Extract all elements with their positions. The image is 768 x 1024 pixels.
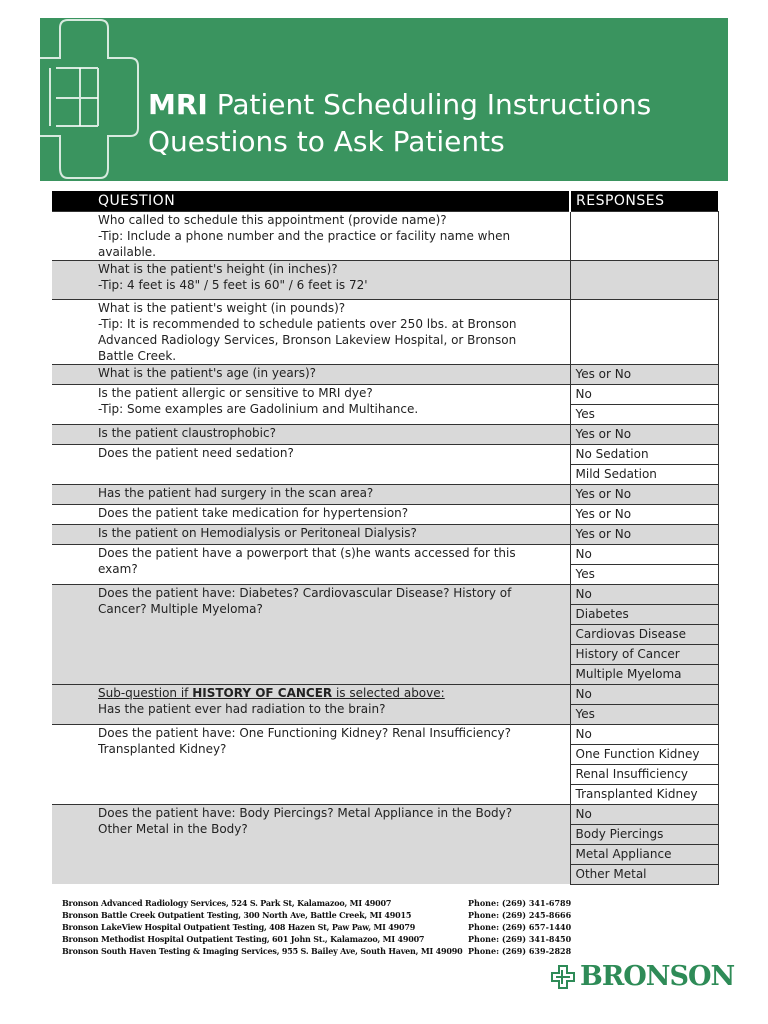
response-option[interactable]: Yes or No xyxy=(570,424,718,444)
response-input-cell[interactable] xyxy=(570,299,718,364)
question-cell xyxy=(52,484,570,504)
question-text: Does the patient have: One Functioning Kidney? Renal Insufficiency? xyxy=(98,725,511,740)
question-text: Has the patient ever had radiation to the brain? xyxy=(98,701,386,716)
table-row xyxy=(52,364,718,384)
location-row xyxy=(62,933,582,945)
response-option[interactable]: Yes xyxy=(570,704,718,724)
location-phone: Phone: (269) 341-6789 xyxy=(468,898,572,908)
location-address: Bronson Methodist Hospital Outpatient Testing, 601 John St., Kalamazoo, MI 49007 xyxy=(62,934,425,944)
question-tip: -Tip: 4 feet is 48" / 5 feet is 60" / 6 feet is 72' xyxy=(98,277,368,292)
table-row xyxy=(52,524,718,544)
table-row xyxy=(52,299,718,364)
question-text: Does the patient take medication for hypertension? xyxy=(98,505,409,520)
page-title xyxy=(148,86,651,160)
question-cell xyxy=(52,364,570,384)
question-tip: Battle Creek. xyxy=(98,348,177,363)
sub-question-suffix: is selected above: xyxy=(332,685,445,700)
table-row xyxy=(52,444,718,464)
question-text: Has the patient had surgery in the scan area? xyxy=(98,485,374,500)
bronson-wordmark: BRONSON xyxy=(580,961,735,992)
question-cell xyxy=(52,804,570,884)
location-row xyxy=(62,945,582,957)
location-row xyxy=(62,921,582,933)
table-row xyxy=(52,211,718,260)
question-text: Does the patient have: Diabetes? Cardiovascular Disease? History of xyxy=(98,585,512,600)
response-option[interactable]: Cardiovas Disease xyxy=(570,624,718,644)
question-tip: -Tip: Some examples are Gadolinium and Multihance. xyxy=(98,401,419,416)
response-option[interactable]: Multiple Myeloma xyxy=(570,664,718,684)
question-text: Other Metal in the Body? xyxy=(98,821,248,836)
response-option[interactable]: Diabetes xyxy=(570,604,718,624)
location-address: Bronson Battle Creek Outpatient Testing, 300 North Ave, Battle Creek, MI 49015 xyxy=(62,910,412,920)
table-row xyxy=(52,724,718,744)
question-text: Transplanted Kidney? xyxy=(98,741,227,756)
location-row xyxy=(62,897,582,909)
question-cell xyxy=(52,684,570,724)
location-address: Bronson Advanced Radiology Services, 524 S. Park St, Kalamazoo, MI 49007 xyxy=(62,898,392,908)
question-cell xyxy=(52,384,570,424)
response-input-cell[interactable] xyxy=(570,211,718,260)
response-option[interactable]: Transplanted Kidney xyxy=(570,784,718,804)
questions-table xyxy=(52,191,719,885)
response-option[interactable]: Mild Sedation xyxy=(570,464,718,484)
sub-question-bold: HISTORY OF CANCER xyxy=(192,685,333,700)
response-option[interactable]: No xyxy=(570,684,718,704)
location-row xyxy=(62,909,582,921)
question-text: Does the patient have a powerport that (s)he wants accessed for this xyxy=(98,545,516,560)
response-option[interactable]: No xyxy=(570,544,718,564)
question-cell xyxy=(52,444,570,484)
response-option[interactable]: No xyxy=(570,724,718,744)
sub-question-label xyxy=(98,685,564,701)
bronson-cross-icon xyxy=(550,964,576,990)
response-option[interactable]: No xyxy=(570,804,718,824)
response-option[interactable]: One Function Kidney xyxy=(570,744,718,764)
responses-column-header: RESPONSES xyxy=(570,191,718,211)
question-tip: Advanced Radiology Services, Bronson Lakeview Hospital, or Bronson xyxy=(98,332,517,347)
location-address: Bronson South Haven Testing & Imaging Services, 955 S. Bailey Ave, South Haven, MI 49090 xyxy=(62,946,463,956)
table-row xyxy=(52,804,718,824)
title-banner xyxy=(40,18,728,181)
bronson-logo xyxy=(550,961,734,992)
question-cell xyxy=(52,211,570,260)
table-row xyxy=(52,424,718,444)
question-text: Does the patient have: Body Piercings? Metal Appliance in the Body? xyxy=(98,805,513,820)
response-option[interactable]: Yes xyxy=(570,564,718,584)
response-option[interactable]: Yes or No xyxy=(570,364,718,384)
response-option[interactable]: No Sedation xyxy=(570,444,718,464)
question-cell xyxy=(52,584,570,684)
response-option[interactable]: Renal Insufficiency xyxy=(570,764,718,784)
response-option[interactable]: History of Cancer xyxy=(570,644,718,664)
question-column-header: QUESTION xyxy=(52,191,570,211)
table-header-row xyxy=(52,191,718,211)
question-text: What is the patient's weight (in pounds)? xyxy=(98,300,346,315)
table-row xyxy=(52,260,718,299)
question-cell xyxy=(52,524,570,544)
table-row xyxy=(52,504,718,524)
question-cell xyxy=(52,260,570,299)
response-option[interactable]: Body Piercings xyxy=(570,824,718,844)
table-row xyxy=(52,384,718,404)
title-bold: MRI xyxy=(148,88,208,121)
question-text: What is the patient's height (in inches)? xyxy=(98,261,338,276)
location-phone: Phone: (269) 245-8666 xyxy=(468,910,572,920)
bronson-cross-watermark-icon xyxy=(40,18,150,181)
location-phone: Phone: (269) 639-2828 xyxy=(468,946,572,956)
question-text: Cancer? Multiple Myeloma? xyxy=(98,601,263,616)
response-input-cell[interactable] xyxy=(570,260,718,299)
table-row xyxy=(52,584,718,604)
question-text: Who called to schedule this appointment (provide name)? xyxy=(98,212,447,227)
question-text: Is the patient on Hemodialysis or Peritoneal Dialysis? xyxy=(98,525,417,540)
response-option[interactable]: No xyxy=(570,584,718,604)
title-rest: Patient Scheduling Instructions xyxy=(216,88,652,121)
location-phone: Phone: (269) 341-8450 xyxy=(468,934,572,944)
question-text: What is the patient's age (in years)? xyxy=(98,365,316,380)
response-option[interactable]: Yes xyxy=(570,404,718,424)
title-line2: Questions to Ask Patients xyxy=(148,125,505,158)
question-cell xyxy=(52,724,570,804)
response-option[interactable]: Metal Appliance xyxy=(570,844,718,864)
location-phone: Phone: (269) 657-1440 xyxy=(468,922,572,932)
question-text: Is the patient allergic or sensitive to MRI dye? xyxy=(98,385,373,400)
question-cell xyxy=(52,544,570,584)
response-option[interactable]: Yes or No xyxy=(570,524,718,544)
question-text: exam? xyxy=(98,561,138,576)
locations-footer xyxy=(62,897,582,957)
question-cell xyxy=(52,424,570,444)
sub-question-prefix: Sub-question if xyxy=(98,685,193,700)
table-row xyxy=(52,684,718,704)
question-tip: -Tip: It is recommended to schedule patients over 250 lbs. at Bronson xyxy=(98,316,517,331)
question-tip: -Tip: Include a phone number and the practice or facility name when xyxy=(98,228,511,243)
question-text: Does the patient need sedation? xyxy=(98,445,294,460)
response-option[interactable]: Other Metal xyxy=(570,864,718,884)
table-row xyxy=(52,544,718,564)
table-row xyxy=(52,484,718,504)
response-option[interactable]: Yes or No xyxy=(570,504,718,524)
question-tip: available. xyxy=(98,244,156,259)
response-option[interactable]: Yes or No xyxy=(570,484,718,504)
question-cell xyxy=(52,504,570,524)
response-option[interactable]: No xyxy=(570,384,718,404)
question-cell xyxy=(52,299,570,364)
location-address: Bronson LakeView Hospital Outpatient Testing, 408 Hazen St, Paw Paw, MI 49079 xyxy=(62,922,416,932)
question-text: Is the patient claustrophobic? xyxy=(98,425,276,440)
